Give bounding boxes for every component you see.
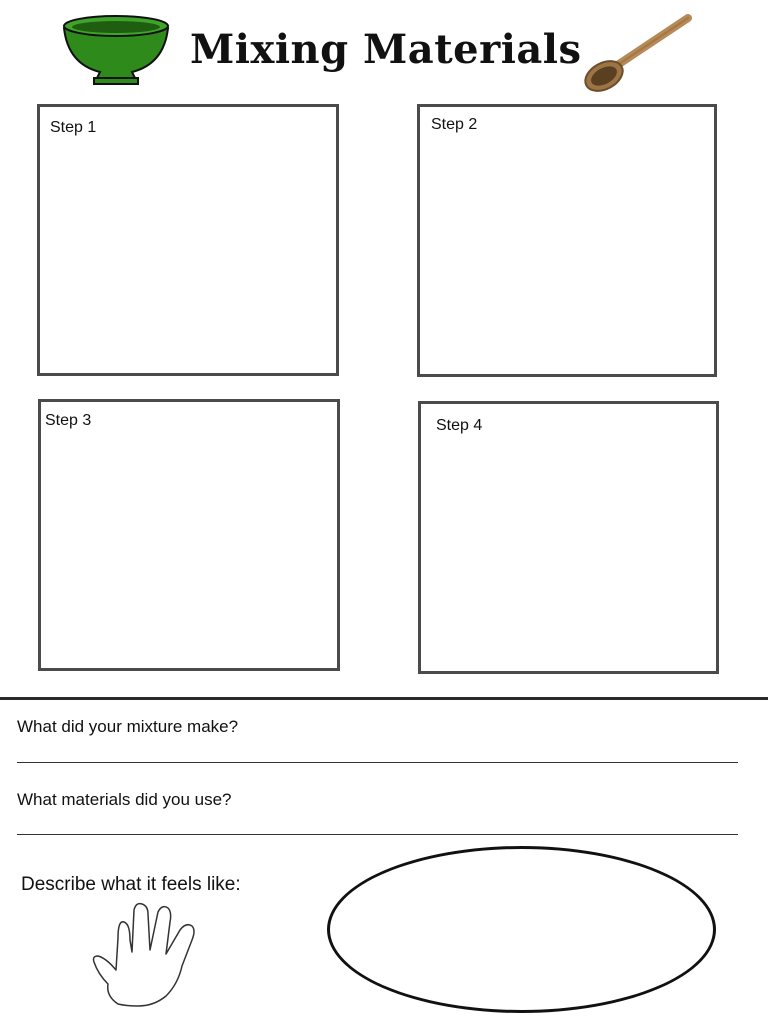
- step-2-label: Step 2: [431, 116, 478, 133]
- step-4-label: Step 4: [436, 417, 483, 434]
- wooden-spoon-icon: [580, 10, 698, 96]
- texture-answer-oval[interactable]: [327, 846, 716, 1013]
- bowl-icon: [60, 8, 172, 88]
- step-3-drawing-box[interactable]: [38, 399, 340, 671]
- hand-icon: [88, 900, 206, 1008]
- step-4-drawing-box[interactable]: [418, 401, 719, 674]
- step-1-label: Step 1: [50, 119, 97, 136]
- answer-line-mixture[interactable]: [17, 762, 738, 763]
- question-mixture: What did your mixture make?: [17, 717, 239, 736]
- section-divider: [0, 697, 768, 700]
- step-3-label: Step 3: [45, 412, 92, 429]
- page-title: Mixing Materials: [190, 26, 582, 73]
- answer-line-materials[interactable]: [17, 834, 738, 835]
- question-materials: What materials did you use?: [17, 790, 232, 809]
- step-1-drawing-box[interactable]: [37, 104, 339, 376]
- step-2-drawing-box[interactable]: [417, 104, 717, 377]
- describe-prompt: Describe what it feels like:: [21, 874, 241, 895]
